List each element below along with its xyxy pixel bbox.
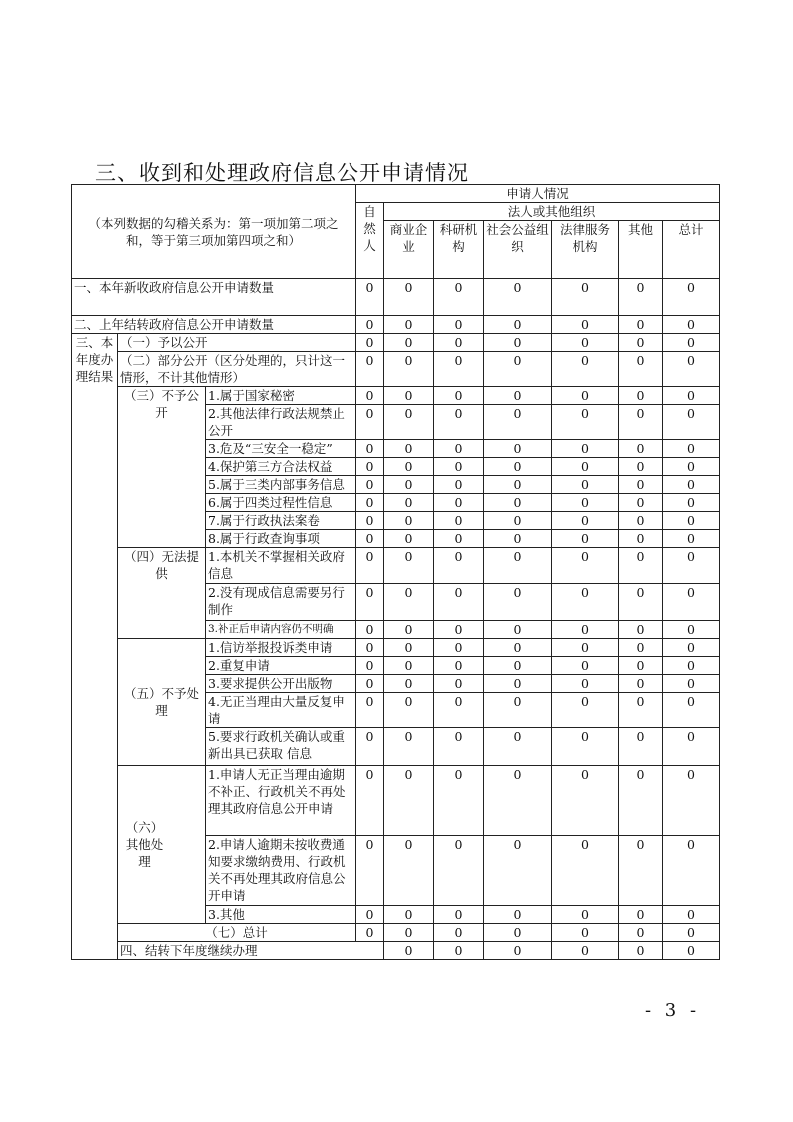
value-cell: 0: [619, 530, 663, 548]
header-total: 总计: [663, 221, 720, 279]
value-cell: 0: [434, 476, 484, 494]
value-cell: 0: [384, 512, 434, 530]
value-cell: 0: [619, 766, 663, 836]
value-cell: 0: [552, 476, 619, 494]
value-cell: 0: [384, 548, 434, 584]
value-cell: 0: [434, 334, 484, 352]
value-cell: 0: [663, 906, 720, 924]
value-cell: 0: [384, 924, 434, 942]
value-cell: 0: [484, 476, 552, 494]
value-cell: 0: [663, 548, 720, 584]
value-cell: 0: [356, 766, 384, 836]
page-title: 三、收到和处理政府信息公开申请情况: [95, 161, 469, 185]
value-cell: 0: [619, 440, 663, 458]
value-cell: 0: [356, 458, 384, 476]
header-legal-group: 法人或其他组织: [384, 203, 720, 221]
table-note: （本列数据的勾稽关系为：第一项加第二项之和，等于第三项加第四项之和）: [72, 185, 356, 279]
value-cell: 0: [384, 639, 434, 657]
value-cell: 0: [663, 693, 720, 728]
value-cell: 0: [384, 621, 434, 639]
value-cell: 0: [663, 836, 720, 906]
value-cell: 0: [619, 476, 663, 494]
value-cell: 0: [356, 924, 384, 942]
value-cell: 0: [356, 334, 384, 352]
value-cell: 0: [356, 621, 384, 639]
value-cell: 0: [663, 405, 720, 440]
row-label: 5.要求行政机关确认或重新出具已获取 信息: [206, 728, 356, 766]
value-cell: 0: [663, 639, 720, 657]
value-cell: 0: [484, 405, 552, 440]
value-cell: 0: [619, 387, 663, 405]
row-label: 4.无正当理由大量反复申请: [206, 693, 356, 728]
row-label: 1.属于国家秘密: [206, 387, 356, 405]
row-label: 3.危及“三安全一稳定”: [206, 440, 356, 458]
value-cell: 0: [552, 458, 619, 476]
value-cell: 0: [552, 334, 619, 352]
value-cell: 0: [619, 548, 663, 584]
value-cell: 0: [356, 906, 384, 924]
table-row: [72, 316, 720, 334]
value-cell: 0: [663, 766, 720, 836]
value-cell: 0: [384, 728, 434, 766]
value-cell: 0: [663, 352, 720, 387]
value-cell: 0: [552, 942, 619, 960]
row-label-carry-forward: 四、结转下年度继续办理: [118, 942, 384, 960]
value-cell: 0: [663, 458, 720, 476]
value-cell: 0: [663, 530, 720, 548]
value-cell: 0: [384, 476, 434, 494]
value-cell: 0: [663, 924, 720, 942]
value-cell: 0: [619, 279, 663, 316]
value-cell: 0: [434, 728, 484, 766]
table-row: [72, 548, 720, 584]
value-cell: 0: [552, 548, 619, 584]
value-cell: 0: [484, 728, 552, 766]
value-cell: 0: [384, 942, 434, 960]
value-cell: 0: [552, 316, 619, 334]
value-cell: 0: [484, 836, 552, 906]
value-cell: 0: [552, 693, 619, 728]
header-applicant: 申请人情况: [356, 185, 720, 203]
value-cell: 0: [484, 494, 552, 512]
value-cell: 0: [552, 728, 619, 766]
value-cell: 0: [356, 279, 384, 316]
value-cell: 0: [356, 584, 384, 621]
value-cell: 0: [663, 584, 720, 621]
row-label: 5.属于三类内部事务信息: [206, 476, 356, 494]
value-cell: 0: [663, 621, 720, 639]
value-cell: 0: [356, 352, 384, 387]
header-legal-service: 法律服务机构: [552, 221, 619, 279]
table-row: [72, 639, 720, 657]
value-cell: 0: [484, 387, 552, 405]
value-cell: 0: [663, 279, 720, 316]
table-row: [72, 924, 720, 942]
value-cell: 0: [356, 316, 384, 334]
value-cell: 0: [384, 334, 434, 352]
group-label-unavailable: （四）无法提供: [118, 548, 206, 639]
value-cell: 0: [384, 316, 434, 334]
value-cell: 0: [619, 728, 663, 766]
value-cell: 0: [356, 387, 384, 405]
value-cell: 0: [384, 494, 434, 512]
value-cell: 0: [552, 657, 619, 675]
value-cell: 0: [484, 584, 552, 621]
table-row: [72, 387, 720, 405]
value-cell: 0: [552, 405, 619, 440]
value-cell: 0: [384, 906, 434, 924]
value-cell: 0: [434, 584, 484, 621]
value-cell: 0: [434, 906, 484, 924]
value-cell: 0: [619, 334, 663, 352]
value-cell: 0: [484, 440, 552, 458]
value-cell: 0: [356, 836, 384, 906]
table-row: [72, 942, 720, 960]
value-cell: 0: [434, 494, 484, 512]
value-cell: 0: [663, 675, 720, 693]
value-cell: 0: [356, 728, 384, 766]
value-cell: 0: [619, 458, 663, 476]
table-row: [72, 352, 720, 387]
value-cell: 0: [619, 675, 663, 693]
value-cell: 0: [384, 405, 434, 440]
value-cell: 0: [663, 942, 720, 960]
value-cell: 0: [619, 316, 663, 334]
row-label: 4.保护第三方合法权益: [206, 458, 356, 476]
value-cell: 0: [356, 512, 384, 530]
value-cell: 0: [434, 440, 484, 458]
value-cell: 0: [434, 675, 484, 693]
row-label-partial: （二）部分公开（区分处理的，只计这一情形，不计其他情形）: [118, 352, 356, 387]
value-cell: 0: [619, 512, 663, 530]
value-cell: 0: [434, 512, 484, 530]
value-cell: 0: [663, 512, 720, 530]
value-cell: 0: [552, 621, 619, 639]
value-cell: 0: [619, 693, 663, 728]
value-cell: 0: [619, 639, 663, 657]
value-cell: 0: [663, 476, 720, 494]
table-row: [72, 279, 720, 316]
value-cell: 0: [384, 352, 434, 387]
value-cell: 0: [552, 494, 619, 512]
value-cell: 0: [552, 766, 619, 836]
value-cell: 0: [434, 458, 484, 476]
value-cell: 0: [434, 621, 484, 639]
value-cell: 0: [484, 512, 552, 530]
value-cell: 0: [552, 440, 619, 458]
value-cell: 0: [552, 639, 619, 657]
value-cell: 0: [384, 440, 434, 458]
header-public-welfare: 社会公益组织: [484, 221, 552, 279]
value-cell: 0: [663, 440, 720, 458]
row-label: 3.补正后申请内容仍不明确: [206, 621, 356, 639]
row-label: 3.要求提供公开出版物: [206, 675, 356, 693]
value-cell: 0: [434, 279, 484, 316]
value-cell: 0: [434, 639, 484, 657]
value-cell: 0: [484, 352, 552, 387]
value-cell: 0: [384, 675, 434, 693]
table-row: [72, 766, 720, 836]
value-cell: 0: [356, 548, 384, 584]
value-cell: 0: [619, 942, 663, 960]
value-cell: 0: [384, 279, 434, 316]
value-cell: 0: [619, 405, 663, 440]
value-cell: 0: [384, 836, 434, 906]
value-cell: 0: [434, 548, 484, 584]
row-label-new: 一、本年新收政府信息公开申请数量: [72, 279, 356, 316]
value-cell: 0: [384, 693, 434, 728]
value-cell: 0: [384, 766, 434, 836]
value-cell: 0: [663, 316, 720, 334]
row-label: 7.属于行政执法案卷: [206, 512, 356, 530]
value-cell: 0: [434, 657, 484, 675]
value-cell: 0: [384, 657, 434, 675]
value-cell: 0: [484, 942, 552, 960]
page-number: - 3 -: [645, 1000, 701, 1021]
row-label: 1.申请人无正当理由逾期不补正、行政机关不再处理其政府信息公开申请: [206, 766, 356, 836]
value-cell: 0: [619, 657, 663, 675]
row-label: 2.没有现成信息需要另行制作: [206, 584, 356, 621]
value-cell: 0: [663, 387, 720, 405]
value-cell: 0: [356, 675, 384, 693]
value-cell: 0: [356, 657, 384, 675]
value-cell: 0: [484, 548, 552, 584]
value-cell: 0: [619, 352, 663, 387]
row-label: 2.申请人逾期未按收费通知要求缴纳费用、行政机关不再处理其政府信息公开申请: [206, 836, 356, 906]
value-cell: 0: [552, 279, 619, 316]
value-cell: 0: [552, 924, 619, 942]
value-cell: 0: [434, 530, 484, 548]
row-label: 6.属于四类过程性信息: [206, 494, 356, 512]
value-cell: 0: [552, 836, 619, 906]
header-commercial: 商业企业: [384, 221, 434, 279]
value-cell: 0: [484, 906, 552, 924]
value-cell: 0: [434, 766, 484, 836]
value-cell: 0: [484, 334, 552, 352]
group-label-other-processing: （六）其他处理: [118, 766, 206, 924]
value-cell: 0: [663, 494, 720, 512]
row-label-public: （一）予以公开: [118, 334, 356, 352]
group-label-results: 三、本年度办理结果: [72, 334, 118, 960]
value-cell: 0: [484, 639, 552, 657]
value-cell: 0: [484, 693, 552, 728]
value-cell: 0: [356, 494, 384, 512]
value-cell: 0: [552, 530, 619, 548]
value-cell: 0: [619, 494, 663, 512]
value-cell: 0: [384, 387, 434, 405]
group-label-not-processed: （五）不予处理: [118, 639, 206, 766]
value-cell: 0: [484, 657, 552, 675]
value-cell: 0: [619, 584, 663, 621]
value-cell: 0: [356, 476, 384, 494]
value-cell: 0: [484, 530, 552, 548]
row-label: 3.其他: [206, 906, 356, 924]
value-cell: 0: [484, 279, 552, 316]
header-research: 科研机构: [434, 221, 484, 279]
value-cell: 0: [434, 924, 484, 942]
value-cell: 0: [484, 766, 552, 836]
value-cell: 0: [434, 387, 484, 405]
value-cell: 0: [552, 675, 619, 693]
value-cell: 0: [552, 512, 619, 530]
value-cell: 0: [434, 405, 484, 440]
value-cell: 0: [663, 334, 720, 352]
value-cell: 0: [434, 836, 484, 906]
header-other: 其他: [619, 221, 663, 279]
row-label: 1.本机关不掌握相关政府信息: [206, 548, 356, 584]
value-cell: 0: [356, 639, 384, 657]
value-cell: 0: [619, 924, 663, 942]
value-cell: 0: [619, 621, 663, 639]
row-label: 1.信访举报投诉类申请: [206, 639, 356, 657]
value-cell: 0: [434, 352, 484, 387]
value-cell: 0: [552, 352, 619, 387]
row-label: 2.重复申请: [206, 657, 356, 675]
value-cell: 0: [356, 405, 384, 440]
value-cell: 0: [384, 458, 434, 476]
row-label: 2.其他法律行政法规禁止公开: [206, 405, 356, 440]
value-cell: 0: [434, 693, 484, 728]
table-row: [72, 334, 720, 352]
value-cell: 0: [619, 906, 663, 924]
value-cell: 0: [434, 316, 484, 334]
row-label-carried-in: 二、上年结转政府信息公开申请数量: [72, 316, 356, 334]
value-cell: 0: [484, 675, 552, 693]
value-cell: 0: [619, 836, 663, 906]
value-cell: 0: [356, 440, 384, 458]
value-cell: 0: [552, 906, 619, 924]
value-cell: 0: [484, 458, 552, 476]
value-cell: 0: [356, 530, 384, 548]
group-label-not-public: （三）不予公开: [118, 387, 206, 548]
value-cell: 0: [384, 584, 434, 621]
header-natural-person: 自然人: [356, 203, 384, 279]
value-cell: 0: [552, 584, 619, 621]
row-label-total: （七）总计: [118, 924, 356, 942]
row-label: 8.属于行政查询事项: [206, 530, 356, 548]
value-cell: 0: [484, 924, 552, 942]
value-cell: 0: [552, 387, 619, 405]
value-cell: 0: [434, 942, 484, 960]
value-cell: 0: [356, 693, 384, 728]
value-cell: 0: [484, 621, 552, 639]
value-cell: 0: [663, 728, 720, 766]
information-disclosure-table: [71, 184, 720, 960]
value-cell: 0: [384, 530, 434, 548]
value-cell: 0: [663, 657, 720, 675]
value-cell: 0: [484, 316, 552, 334]
